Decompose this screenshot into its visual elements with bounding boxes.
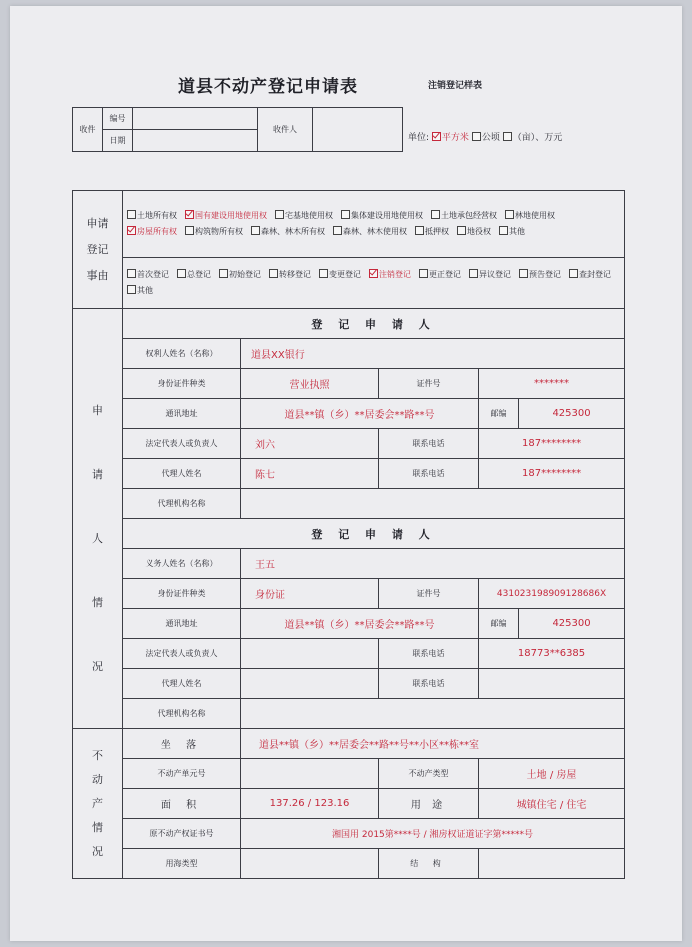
obligor-name[interactable]: 王五 bbox=[241, 549, 625, 579]
cert-label: 原不动产权证书号 bbox=[123, 819, 241, 849]
right-type-option[interactable] bbox=[185, 211, 267, 220]
right-type-option-label: 地役权 bbox=[467, 227, 491, 236]
property-side-label: 不 动 产 情 况 bbox=[73, 729, 123, 879]
right-type-option-label: 土地承包经营权 bbox=[441, 211, 497, 220]
right-type-option-label: 房屋所有权 bbox=[137, 227, 177, 236]
checkbox[interactable] bbox=[319, 269, 328, 278]
checkbox[interactable] bbox=[341, 210, 350, 219]
right-type-option[interactable] bbox=[333, 227, 407, 236]
right-type-option[interactable] bbox=[431, 211, 497, 220]
phone-label-2: 联系电话 bbox=[379, 639, 479, 669]
use-label: 用 途 bbox=[379, 789, 479, 819]
registration-type-option-label: 变更登记 bbox=[329, 270, 361, 279]
right-type-option[interactable] bbox=[415, 227, 449, 236]
id-no-value[interactable]: ******* bbox=[479, 369, 625, 399]
registration-type-option-label: 初始登记 bbox=[229, 270, 261, 279]
registration-type-option[interactable] bbox=[319, 270, 361, 279]
right-type-option-label: 宅基地使用权 bbox=[285, 211, 333, 220]
registration-type-option-label: 查封登记 bbox=[579, 270, 611, 279]
number-label: 编号 bbox=[103, 108, 133, 130]
structure-label: 结 构 bbox=[379, 849, 479, 879]
phone-label: 联系电话 bbox=[379, 429, 479, 459]
unit-no-value[interactable] bbox=[241, 759, 379, 789]
registration-type-option-label: 首次登记 bbox=[137, 270, 169, 279]
right-type-option[interactable] bbox=[457, 227, 491, 236]
unit-label: 单位: bbox=[408, 133, 430, 143]
postcode-label-2: 邮编 bbox=[479, 609, 519, 639]
checkbox[interactable] bbox=[503, 132, 512, 141]
checkbox[interactable] bbox=[275, 210, 284, 219]
agent-label: 代理人姓名 bbox=[123, 459, 241, 489]
id-type-value[interactable]: 营业执照 bbox=[241, 369, 379, 399]
checkbox[interactable] bbox=[127, 269, 136, 278]
address-label-2: 通讯地址 bbox=[123, 609, 241, 639]
checkbox[interactable] bbox=[269, 269, 278, 278]
address-label: 通讯地址 bbox=[123, 399, 241, 429]
right-type-option-label: 集体建设用地使用权 bbox=[351, 211, 423, 220]
checkbox[interactable] bbox=[219, 269, 228, 278]
right-type-option-label: 国有建设用地使用权 bbox=[195, 211, 267, 220]
checkbox[interactable] bbox=[333, 226, 342, 235]
registration-type-option-label: 总登记 bbox=[187, 270, 211, 279]
agency-label: 代理机构名称 bbox=[123, 489, 241, 519]
right-type-option[interactable] bbox=[499, 227, 525, 236]
property-type-label: 不动产类型 bbox=[379, 759, 479, 789]
checkbox[interactable] bbox=[251, 226, 260, 235]
registration-type-option[interactable] bbox=[419, 270, 461, 279]
location-label: 坐 落 bbox=[123, 729, 241, 759]
registration-type-option-label: 异议登记 bbox=[479, 270, 511, 279]
checkbox[interactable] bbox=[519, 269, 528, 278]
structure-value[interactable] bbox=[479, 849, 625, 879]
legal-rep-phone[interactable]: 187******** bbox=[479, 429, 625, 459]
agency-value-2[interactable] bbox=[241, 699, 625, 729]
right-type-option[interactable] bbox=[127, 211, 177, 220]
receiver-label: 收件人 bbox=[258, 108, 313, 152]
checkbox[interactable] bbox=[505, 210, 514, 219]
registration-type-option-label: 转移登记 bbox=[279, 270, 311, 279]
id-no-value-2[interactable]: 431023198909128686X bbox=[479, 579, 625, 609]
id-type-value-2[interactable]: 身份证 bbox=[241, 579, 379, 609]
checkbox[interactable] bbox=[177, 269, 186, 278]
unit-no-label: 不动产单元号 bbox=[123, 759, 241, 789]
agent-value[interactable]: 陈七 bbox=[241, 459, 379, 489]
applicant1-heading: 登 记 申 请 人 bbox=[123, 309, 625, 339]
date-label: 日期 bbox=[103, 130, 133, 152]
receipt-table bbox=[72, 107, 403, 152]
sea-type-label: 用海类型 bbox=[123, 849, 241, 879]
checkbox-checked[interactable] bbox=[185, 210, 194, 219]
registration-type-option[interactable] bbox=[177, 270, 211, 279]
id-type-label-2: 身份证件种类 bbox=[123, 579, 241, 609]
unit-option-sqm[interactable]: 平方米 bbox=[432, 133, 469, 143]
right-type-option-label: 森林、林木使用权 bbox=[343, 227, 407, 236]
registration-type-option[interactable] bbox=[519, 270, 561, 279]
right-type-option-label: 抵押权 bbox=[425, 227, 449, 236]
checkbox[interactable] bbox=[431, 210, 440, 219]
right-type-option-label: 构筑物所有权 bbox=[195, 227, 243, 236]
right-type-option[interactable] bbox=[251, 227, 325, 236]
agent-phone[interactable]: 187******** bbox=[479, 459, 625, 489]
receive-label: 收件 bbox=[73, 108, 103, 152]
legal-rep-label: 法定代表人或负责人 bbox=[123, 429, 241, 459]
unit-selector bbox=[408, 130, 562, 143]
address-value[interactable]: 道县**镇（乡）**居委会**路**号 bbox=[241, 399, 479, 429]
checkbox[interactable] bbox=[127, 285, 136, 294]
registration-type-option[interactable] bbox=[127, 270, 169, 279]
checkbox-checked[interactable] bbox=[369, 269, 378, 278]
checkbox-checked[interactable] bbox=[127, 226, 136, 235]
registration-type-option-label: 更正登记 bbox=[429, 270, 461, 279]
right-type-option[interactable] bbox=[275, 211, 333, 220]
checkbox[interactable] bbox=[469, 269, 478, 278]
use-value[interactable]: 城镇住宅 / 住宅 bbox=[479, 789, 625, 819]
area-value[interactable]: 137.26 / 123.16 bbox=[241, 789, 379, 819]
property-type-value[interactable]: 土地 / 房屋 bbox=[479, 759, 625, 789]
agent-label-2: 代理人姓名 bbox=[123, 669, 241, 699]
right-type-option-label: 林地使用权 bbox=[515, 211, 555, 220]
agency-value[interactable] bbox=[241, 489, 625, 519]
agent-phone-2[interactable] bbox=[479, 669, 625, 699]
main-form-table bbox=[72, 190, 625, 879]
registration-type-option[interactable] bbox=[569, 270, 611, 279]
obligor-name-label: 义务人姓名（名称） bbox=[123, 549, 241, 579]
sample-label: 注销登记样表 bbox=[428, 81, 483, 91]
right-type-option[interactable] bbox=[127, 227, 177, 236]
right-holder-name[interactable]: 道县XX银行 bbox=[241, 339, 625, 369]
legal-rep-value[interactable]: 刘六 bbox=[241, 429, 379, 459]
unit-option-hectare[interactable]: 公顷 bbox=[472, 133, 500, 143]
registration-type-option[interactable] bbox=[219, 270, 261, 279]
registration-type-option[interactable] bbox=[469, 270, 511, 279]
legal-rep-value-2[interactable] bbox=[241, 639, 379, 669]
right-type-option-label: 森林、林木所有权 bbox=[261, 227, 325, 236]
form-title: 道县不动产登记申请表 bbox=[178, 77, 358, 97]
id-type-label: 身份证件种类 bbox=[123, 369, 241, 399]
right-type-option[interactable] bbox=[185, 227, 243, 236]
registration-type-option-label: 其他 bbox=[137, 286, 153, 295]
matters-side-label: 申请 登记 事由 bbox=[73, 191, 123, 309]
applicant-side-label: 申 请 人 情 况 bbox=[73, 309, 123, 729]
registration-type-option[interactable] bbox=[127, 286, 153, 295]
checkbox[interactable] bbox=[185, 226, 194, 235]
checkbox[interactable] bbox=[499, 226, 508, 235]
postcode-label: 邮编 bbox=[479, 399, 519, 429]
cert-value[interactable]: 湘国用 2015第****号 / 湘房权证道证字第*****号 bbox=[241, 819, 625, 849]
checkbox[interactable] bbox=[415, 226, 424, 235]
checkbox[interactable] bbox=[472, 132, 481, 141]
postcode-value-2[interactable]: 425300 bbox=[519, 609, 625, 639]
sea-type-value[interactable] bbox=[241, 849, 379, 879]
registration-type-option[interactable] bbox=[369, 270, 411, 279]
agent-value-2[interactable] bbox=[241, 669, 379, 699]
date-value[interactable] bbox=[133, 130, 258, 152]
right-type-option-label: 其他 bbox=[509, 227, 525, 236]
checkbox-checked[interactable] bbox=[432, 132, 441, 141]
agent-phone-label: 联系电话 bbox=[379, 459, 479, 489]
legal-rep-phone-2[interactable]: 18773**6385 bbox=[479, 639, 625, 669]
address-value-2[interactable]: 道县**镇（乡）**居委会**路**号 bbox=[241, 609, 479, 639]
right-type-option[interactable] bbox=[505, 211, 555, 220]
registration-type-option-label: 预告登记 bbox=[529, 270, 561, 279]
postcode-value[interactable]: 425300 bbox=[519, 399, 625, 429]
checkbox[interactable] bbox=[569, 269, 578, 278]
registration-type-option-label: 注销登记 bbox=[379, 270, 411, 279]
area-label: 面 积 bbox=[123, 789, 241, 819]
unit-option-mu[interactable]: （亩）、万元 bbox=[503, 133, 563, 143]
right-type-option[interactable] bbox=[341, 211, 423, 220]
id-no-label-2: 证件号 bbox=[379, 579, 479, 609]
right-holder-name-label: 权利人姓名（名称） bbox=[123, 339, 241, 369]
checkbox[interactable] bbox=[457, 226, 466, 235]
id-no-label: 证件号 bbox=[379, 369, 479, 399]
rights-options bbox=[123, 191, 625, 258]
checkbox[interactable] bbox=[127, 210, 136, 219]
applicant2-heading: 登 记 申 请 人 bbox=[123, 519, 625, 549]
application-form-sheet bbox=[10, 6, 682, 941]
right-type-option-label: 土地所有权 bbox=[137, 211, 177, 220]
registration-type-options bbox=[123, 258, 625, 309]
location-value[interactable]: 道县**镇（乡）**居委会**路**号**小区**栋**室 bbox=[241, 729, 625, 759]
registration-type-option[interactable] bbox=[269, 270, 311, 279]
number-value[interactable] bbox=[133, 108, 258, 130]
agency-label-2: 代理机构名称 bbox=[123, 699, 241, 729]
checkbox[interactable] bbox=[419, 269, 428, 278]
agent-phone-label-2: 联系电话 bbox=[379, 669, 479, 699]
receiver-value[interactable] bbox=[313, 108, 403, 152]
legal-rep-label-2: 法定代表人或负责人 bbox=[123, 639, 241, 669]
